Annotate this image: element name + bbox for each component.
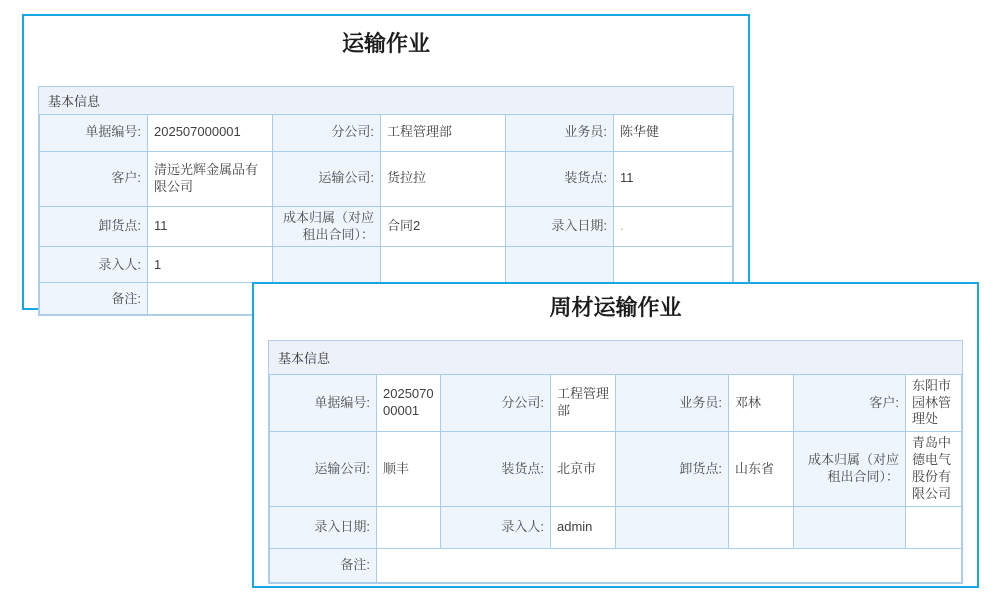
- material-transport-job-form-table: [269, 374, 962, 583]
- field-label: 录入日期:: [506, 206, 614, 247]
- field-label: 录入人:: [40, 247, 148, 283]
- transport-job-title: 运输作业: [341, 31, 430, 56]
- field-value: 11: [614, 151, 733, 206]
- field-value: [729, 506, 794, 548]
- field-value: 11: [148, 206, 273, 247]
- field-label: 单据编号:: [270, 374, 377, 432]
- field-label: 备注:: [270, 548, 377, 582]
- table-row: [40, 151, 733, 206]
- field-value: [614, 247, 733, 283]
- field-label: 卸货点:: [616, 432, 729, 507]
- field-value: 202507000001: [148, 114, 273, 151]
- material-transport-job-title: 周材运输作业: [549, 295, 682, 320]
- table-row: [270, 432, 962, 507]
- field-label: 录入人:: [441, 506, 551, 548]
- field-label: 业务员:: [506, 114, 614, 151]
- field-value: 青岛中德电气股份有限公司: [906, 432, 962, 507]
- field-value: 邓林: [729, 374, 794, 432]
- field-value: admin: [551, 506, 616, 548]
- field-value: 北京市: [551, 432, 616, 507]
- field-value: 陈华健: [614, 114, 733, 151]
- field-label: [273, 247, 381, 283]
- transport-job-panel: [22, 14, 750, 310]
- field-value: 合同2: [381, 206, 506, 247]
- table-row: [40, 114, 733, 151]
- basic-info-section: [268, 340, 963, 584]
- field-value: 货拉拉: [381, 151, 506, 206]
- material-transport-job-panel: [252, 282, 979, 588]
- field-value: [377, 506, 441, 548]
- field-label: 装货点:: [506, 151, 614, 206]
- field-label: 客户:: [794, 374, 906, 432]
- table-row: [40, 247, 733, 283]
- field-label: 分公司:: [441, 374, 551, 432]
- field-label: [794, 506, 906, 548]
- field-label: 成本归属（对应租出合同）：: [794, 432, 906, 507]
- field-value: 202507000001: [377, 374, 441, 432]
- field-label: 录入日期:: [270, 506, 377, 548]
- field-label: 装货点:: [441, 432, 551, 507]
- field-label: 单据编号:: [40, 114, 148, 151]
- table-row: [40, 206, 733, 247]
- basic-info-section-header: 基本信息: [269, 341, 962, 374]
- field-value: 山东省: [729, 432, 794, 507]
- basic-info-section-header: 基本信息: [39, 87, 733, 114]
- table-row: [270, 374, 962, 432]
- field-label: 业务员:: [616, 374, 729, 432]
- field-value: [906, 506, 962, 548]
- field-label: [506, 247, 614, 283]
- table-row: [270, 506, 962, 548]
- field-value: 1: [148, 247, 273, 283]
- field-value: .: [614, 206, 733, 247]
- field-value: 清远光辉金属品有限公司: [148, 151, 273, 206]
- table-row: [270, 548, 962, 582]
- field-label: 分公司:: [273, 114, 381, 151]
- field-label: [616, 506, 729, 548]
- field-value: 东阳市园林管理处: [906, 374, 962, 432]
- field-label: 运输公司:: [273, 151, 381, 206]
- field-value: 工程管理部: [551, 374, 616, 432]
- field-label: 备注:: [40, 283, 148, 315]
- field-label: 卸货点:: [40, 206, 148, 247]
- field-value: [381, 247, 506, 283]
- field-value: [377, 548, 962, 582]
- field-label: 运输公司:: [270, 432, 377, 507]
- field-value: 工程管理部: [381, 114, 506, 151]
- field-label: 成本归属（对应租出合同）：: [273, 206, 381, 247]
- field-label: 客户:: [40, 151, 148, 206]
- field-value: 顺丰: [377, 432, 441, 507]
